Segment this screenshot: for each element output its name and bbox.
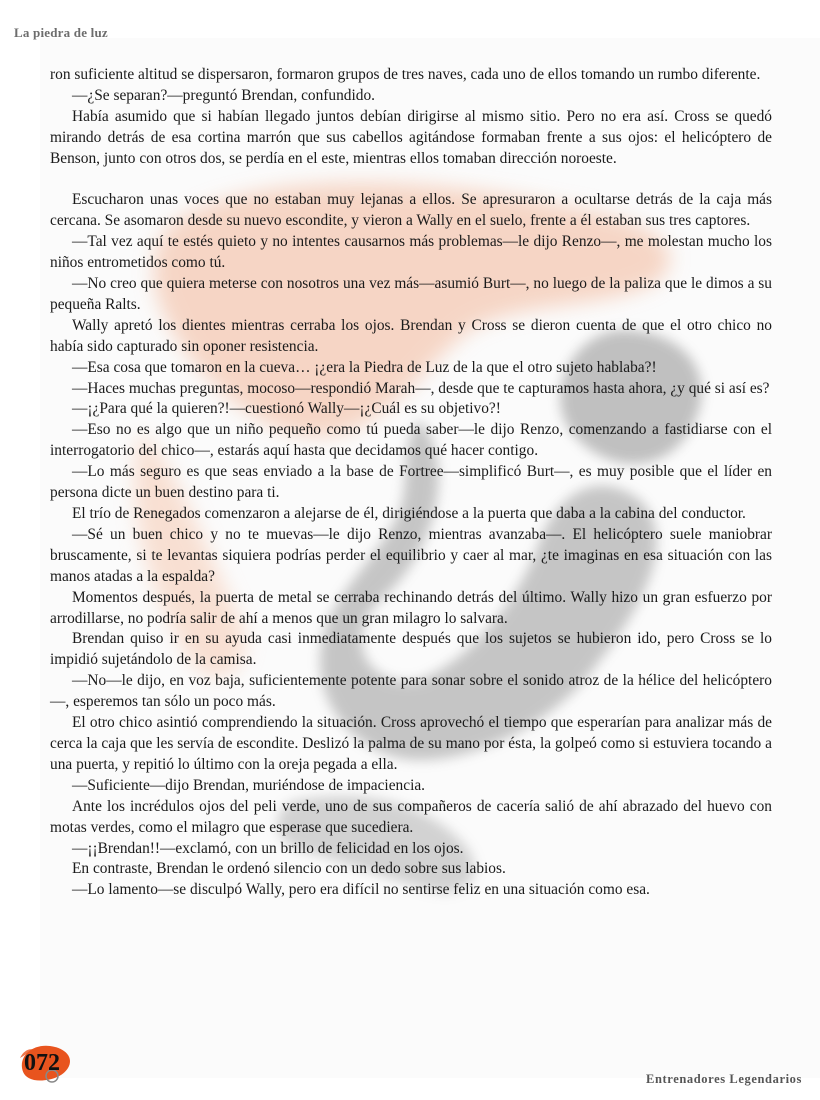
paragraph: —Sé un buen chico y no te muevas—le dijo Renzo, mientras avanzaba—. El helicóptero suele maniobrar bruscamente, si te levantas siquiera podrías perder el equilibrio y caer al mar, ¿te imaginas en esa situación con las manos atadas a la espalda? [50, 525, 772, 585]
paragraph: El trío de Renegados comenzaron a alejarse de él, dirigiéndose a la puerta que daba a la cabina del conductor. [72, 505, 746, 523]
paragraph: Brendan quiso ir en su ayuda casi inmediatamente después que los sujetos se hubieron ido, pero Cross se lo impidió sujetándolo de la camisa. [50, 630, 772, 669]
paragraph: Había asumido que si habían llegado juntos debían dirigirse al mismo sitio. Pero no era así. Cross se quedó mirando detrás de esa cortina marrón que sus cabellos agitándose formaban frente a sus ojos: el helicóptero de Benson, junto con otros dos, se perdía en el este, mientras ellos tomaban dirección noroeste. [50, 107, 772, 167]
paragraph: Wally apretó los dientes mientras cerraba los ojos. Brendan y Cross se dieron cuenta de que el otro chico no había sido capturado sin oponer resistencia. [50, 316, 772, 355]
paragraph: —Lo más seguro es que seas enviado a la base de Fortree—simplificó Burt—, es muy posible que el líder en persona dicte un buen destino para ti. [50, 463, 772, 502]
running-head-title: La piedra de luz [14, 25, 108, 40]
paragraph: —Suficiente—dijo Brendan, muriéndose de impaciencia. [72, 776, 426, 794]
paragraph: El otro chico asintió comprendiendo la situación. Cross aprovechó el tiempo que esperarían para analizar más de cerca la caja que les servía de escondite. Deslizó la palma de su mano por ésta, la golpeó como si estuviera tocando a una puerta, y repitió lo último con la oreja pegada a ella. [50, 714, 772, 773]
paragraph: —¿Se separan?—preguntó Brendan, confundido. [72, 86, 376, 104]
paragraph: —¡¡Brendan!!—exclamó, con un brillo de felicidad en los ojos. [72, 839, 464, 857]
paragraph: —Tal vez aquí te estés quieto y no intentes causarnos más problemas—le dijo Renzo—, me molestan mucho los niños entrometidos como tú. [50, 233, 772, 272]
paragraph: —¡¿Para qué la quieren?!—cuestionó Wally—¡¿Cuál es su objetivo?! [72, 400, 501, 418]
paragraph: —No creo que quiera meterse con nosotros una vez más—asumió Burt—, no luego de la paliza que le dimos a su pequeña Ralts. [50, 275, 772, 313]
page-number: 072 [24, 1050, 60, 1076]
paragraph: En contraste, Brendan le ordenó silencio con un dedo sobre sus labios. [72, 860, 506, 878]
paragraph: —No—le dijo, en voz baja, suficientemente potente para sonar sobre el sonido atroz de la hélice del helicóptero—, esperemos tan sólo un poco más. [50, 672, 772, 711]
page-number-badge [16, 1038, 86, 1086]
body-text [50, 65, 772, 901]
paragraph: —Haces muchas preguntas, mocoso—respondió Marah—, desde que te capturamos hasta ahora, ¿y qué si así es? [72, 379, 770, 397]
footer-book-title: Entrenadores Legendarios [646, 1072, 802, 1086]
paragraph: ron suficiente altitud se dispersaron, formaron grupos de tres naves, cada uno de ellos tomando un rumbo diferente. [50, 66, 761, 83]
paragraph: —Lo lamento—se disculpó Wally, pero era difícil no sentirse feliz en una situación como esa. [72, 881, 650, 899]
paragraph: Escucharon unas voces que no estaban muy lejanas a ellos. Se apresuraron a ocultarse detrás de la caja más cercana. Se asomaron desde su nuevo escondite, y vieron a Wally en el suelo, frente a él estaban sus tres captores. [50, 191, 772, 230]
paragraph: —Eso no es algo que un niño pequeño como tú pueda saber—le dijo Renzo, comenzando a fastidiarse con el interrogatorio del chico—, estarás aquí hasta que decidamos qué hacer contigo. [50, 421, 772, 460]
paragraph: Ante los incrédulos ojos del peli verde, uno de sus compañeros de cacería salió de ahí abrazado del huevo con motas verdes, como el milagro que esperase que sucediera. [50, 797, 772, 836]
paragraph: —Esa cosa que tomaron en la cueva… ¡¿era la Piedra de Luz de la que el otro sujeto hablaba?! [72, 358, 657, 376]
paragraph: Momentos después, la puerta de metal se cerraba rechinando detrás del último. Wally hizo un gran esfuerzo por arrodillarse, no podría salir de ahí a menos que un gran milagro lo salvara. [50, 588, 772, 627]
